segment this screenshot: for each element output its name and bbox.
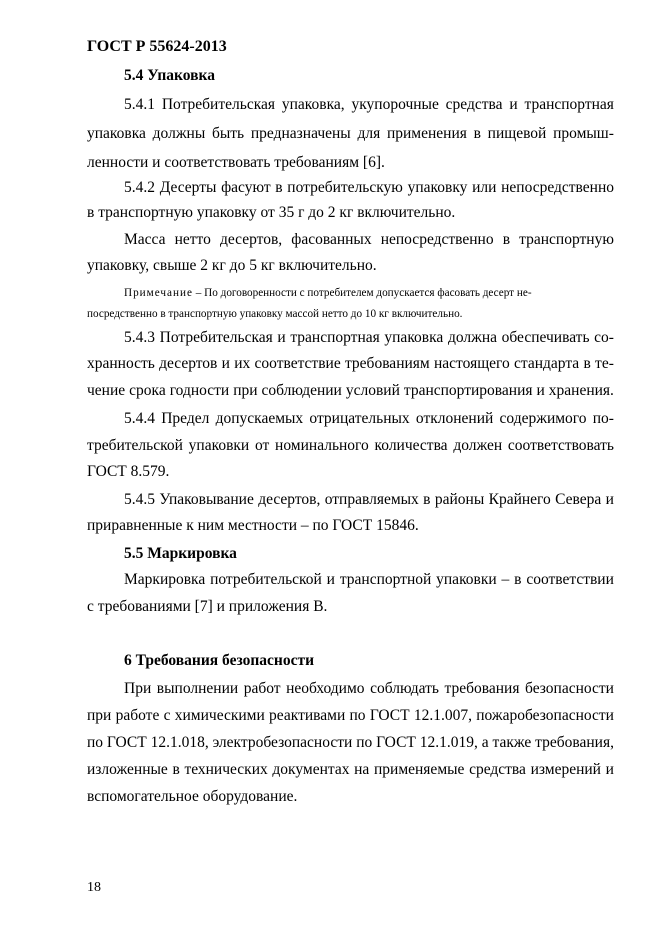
para-mass-line-2: упаковку, свыше 2 кг до 5 кг включительно. xyxy=(87,257,377,274)
word: номинального xyxy=(275,437,369,454)
word: ГОСТ xyxy=(106,734,147,751)
word: при xyxy=(233,382,258,399)
word: срока xyxy=(129,382,166,399)
para-5-4-4-line-1 xyxy=(124,409,614,429)
word: их xyxy=(234,355,251,372)
word: – xyxy=(501,571,510,588)
word: требованиям xyxy=(344,355,430,372)
section-5-5-title: 5.5 Маркировка xyxy=(124,545,237,562)
page-number: 18 xyxy=(87,880,101,895)
word: в xyxy=(473,125,481,142)
word: а xyxy=(481,734,489,751)
word: и xyxy=(536,382,545,399)
word: укупорочные xyxy=(351,96,439,113)
word: соблюдать xyxy=(370,680,439,697)
word: Маркировка xyxy=(124,571,206,588)
word: 5.4.3 xyxy=(124,329,155,346)
word: Севера xyxy=(555,491,602,508)
word: средства xyxy=(469,761,526,778)
word: потребительскую xyxy=(287,179,403,196)
word: упаковку xyxy=(407,179,468,196)
para-5-4-3-line-1 xyxy=(124,328,614,348)
word: выполнении xyxy=(156,680,239,697)
word: пожаробезопасности xyxy=(476,707,614,724)
word: пищевой xyxy=(487,125,547,142)
word: Потребительская xyxy=(159,329,273,346)
word: фасуют xyxy=(221,179,271,196)
word: нетто xyxy=(174,231,211,248)
word: средства xyxy=(445,96,503,113)
word: непосредственно xyxy=(501,179,614,196)
word: предназначены xyxy=(250,125,351,142)
word: соответствии xyxy=(526,571,614,588)
para-6-line-3 xyxy=(87,733,614,753)
word: в xyxy=(514,571,522,588)
word: транспортная xyxy=(290,329,380,346)
para-5-4-1-line-2 xyxy=(87,124,614,144)
word: быть xyxy=(211,125,245,142)
word: допускаемых xyxy=(215,410,304,427)
para-6-line-2 xyxy=(87,706,614,726)
para-5-4-5-line-2: приравненные к ним местности – по ГОСТ 15846. xyxy=(87,517,419,534)
word: в xyxy=(502,231,511,248)
word: Упаковывание xyxy=(159,491,254,508)
word: на xyxy=(354,761,370,778)
word: со- xyxy=(594,329,614,346)
word: по xyxy=(356,734,373,751)
word: применяемые xyxy=(373,761,465,778)
word: транспортная xyxy=(524,96,614,113)
word: транспортирования xyxy=(403,382,533,399)
para-5-4-1-line-1 xyxy=(124,95,614,115)
word: 5.4.4 xyxy=(124,410,155,427)
word: отрицательных xyxy=(309,410,410,427)
word: должен xyxy=(453,437,503,454)
word: и xyxy=(326,571,335,588)
word: в xyxy=(275,179,283,196)
word: и xyxy=(605,491,614,508)
word: и xyxy=(509,96,518,113)
para-5-4-4-line-2 xyxy=(87,436,614,456)
word: требования xyxy=(444,680,520,697)
word: документах xyxy=(272,761,350,778)
word: десертов xyxy=(159,355,218,372)
para-5-4-3-line-2 xyxy=(87,354,614,374)
para-5-5-line-2: с требованиями [7] и приложения В. xyxy=(87,598,328,615)
para-mass-line-1 xyxy=(124,230,614,250)
word: транспортную xyxy=(519,231,614,248)
word: 5.4.1 xyxy=(124,96,155,113)
word: изложенные xyxy=(87,761,168,778)
para-5-4-2-line-1 xyxy=(124,178,614,198)
word: Потребительская xyxy=(161,96,275,113)
word: 12.1.018, xyxy=(150,734,209,751)
word: чение xyxy=(87,382,126,399)
word: количества xyxy=(374,437,448,454)
word: При xyxy=(124,680,152,697)
word: требительской xyxy=(87,437,183,454)
word: 5.4.5 xyxy=(124,491,155,508)
word: упаковки xyxy=(188,437,250,454)
para-5-5-line-1 xyxy=(124,570,614,590)
word: соответствие xyxy=(254,355,341,372)
word: районы xyxy=(434,491,485,508)
word: отклонений xyxy=(415,410,494,427)
word: измерений xyxy=(530,761,601,778)
para-5-4-5-line-1 xyxy=(124,490,614,510)
word: должны xyxy=(152,125,206,142)
para-6-line-4 xyxy=(87,760,614,780)
word: те- xyxy=(595,355,614,372)
word: упаковка, xyxy=(281,96,345,113)
para-6-line-5: вспомогательное оборудование. xyxy=(87,788,298,805)
word: применения xyxy=(386,125,467,142)
para-5-4-4-line-3: ГОСТ 8.579. xyxy=(87,463,170,480)
word: условий xyxy=(345,382,400,399)
word: с xyxy=(163,707,171,724)
word: хранность xyxy=(87,355,155,372)
word: стандарта xyxy=(514,355,580,372)
word: содержимого xyxy=(499,410,587,427)
word: работ xyxy=(243,680,281,697)
word: промыш- xyxy=(553,125,614,142)
word: настоящего xyxy=(434,355,510,372)
word: от xyxy=(254,437,270,454)
word: обеспечивать xyxy=(501,329,590,346)
word: должна xyxy=(447,329,497,346)
word: безопасности xyxy=(525,680,614,697)
note-label: Примечание xyxy=(124,287,193,299)
word: работе xyxy=(115,707,160,724)
word: Предел xyxy=(161,410,210,427)
word: Масса xyxy=(124,231,166,248)
word: соответствовать xyxy=(507,437,614,454)
word: ГОСТ xyxy=(369,707,410,724)
word: технических xyxy=(184,761,268,778)
word: для xyxy=(357,125,381,142)
word: по xyxy=(349,707,366,724)
document-code-header: ГОСТ Р 55624-2013 xyxy=(87,38,227,55)
word: по- xyxy=(592,410,614,427)
word: электробезопасности xyxy=(212,734,353,751)
word: непосредственно xyxy=(380,231,494,248)
word: транспортной xyxy=(339,571,432,588)
note-text-1: – По договоренности с потребителем допускается фасовать десерт не- xyxy=(195,287,532,299)
word: десертов, xyxy=(258,491,321,508)
word: хранения. xyxy=(548,382,614,399)
word: ГОСТ xyxy=(376,734,416,751)
word: требования, xyxy=(535,734,614,751)
section-6-title: 6 Требования безопасности xyxy=(124,652,315,669)
word: десертов, xyxy=(220,231,283,248)
word: потребительской xyxy=(210,571,322,588)
word: и xyxy=(277,329,286,346)
para-5-4-2-line-2: в транспортную упаковку от 35 г до 2 кг включительно. xyxy=(87,204,456,221)
word: годности xyxy=(169,382,230,399)
word: 12.1.007, xyxy=(413,707,472,724)
word: упаковка xyxy=(87,125,146,142)
word: реактивами xyxy=(269,707,346,724)
word: также xyxy=(492,734,532,751)
word: Десерты xyxy=(159,179,217,196)
para-6-line-1 xyxy=(124,679,614,699)
para-5-4-1-line-3: ленности и соответствовать требованиям [6]. xyxy=(87,154,385,171)
word: необходимо xyxy=(286,680,365,697)
word: Крайнего xyxy=(488,491,551,508)
word: упаковки xyxy=(436,571,497,588)
para-5-4-3-line-3 xyxy=(87,381,614,401)
word: по xyxy=(87,734,104,751)
word: соблюдении xyxy=(261,382,342,399)
word: химическими xyxy=(174,707,265,724)
word: 12.1.019, xyxy=(419,734,478,751)
word: и xyxy=(605,761,614,778)
word: при xyxy=(87,707,112,724)
word: отправляемых xyxy=(324,491,419,508)
word: и xyxy=(221,355,230,372)
word: в xyxy=(172,761,180,778)
word: в xyxy=(583,355,591,372)
word: или xyxy=(472,179,497,196)
note-line-1 xyxy=(124,283,532,303)
section-5-4-title: 5.4 Упаковка xyxy=(124,67,215,84)
word: в xyxy=(423,491,431,508)
note-line-2: посредственно в транспортную упаковку массой нетто до 10 кг включительно. xyxy=(87,308,463,320)
word: упаковка xyxy=(384,329,444,346)
word: фасованных xyxy=(291,231,372,248)
word: 5.4.2 xyxy=(124,179,155,196)
